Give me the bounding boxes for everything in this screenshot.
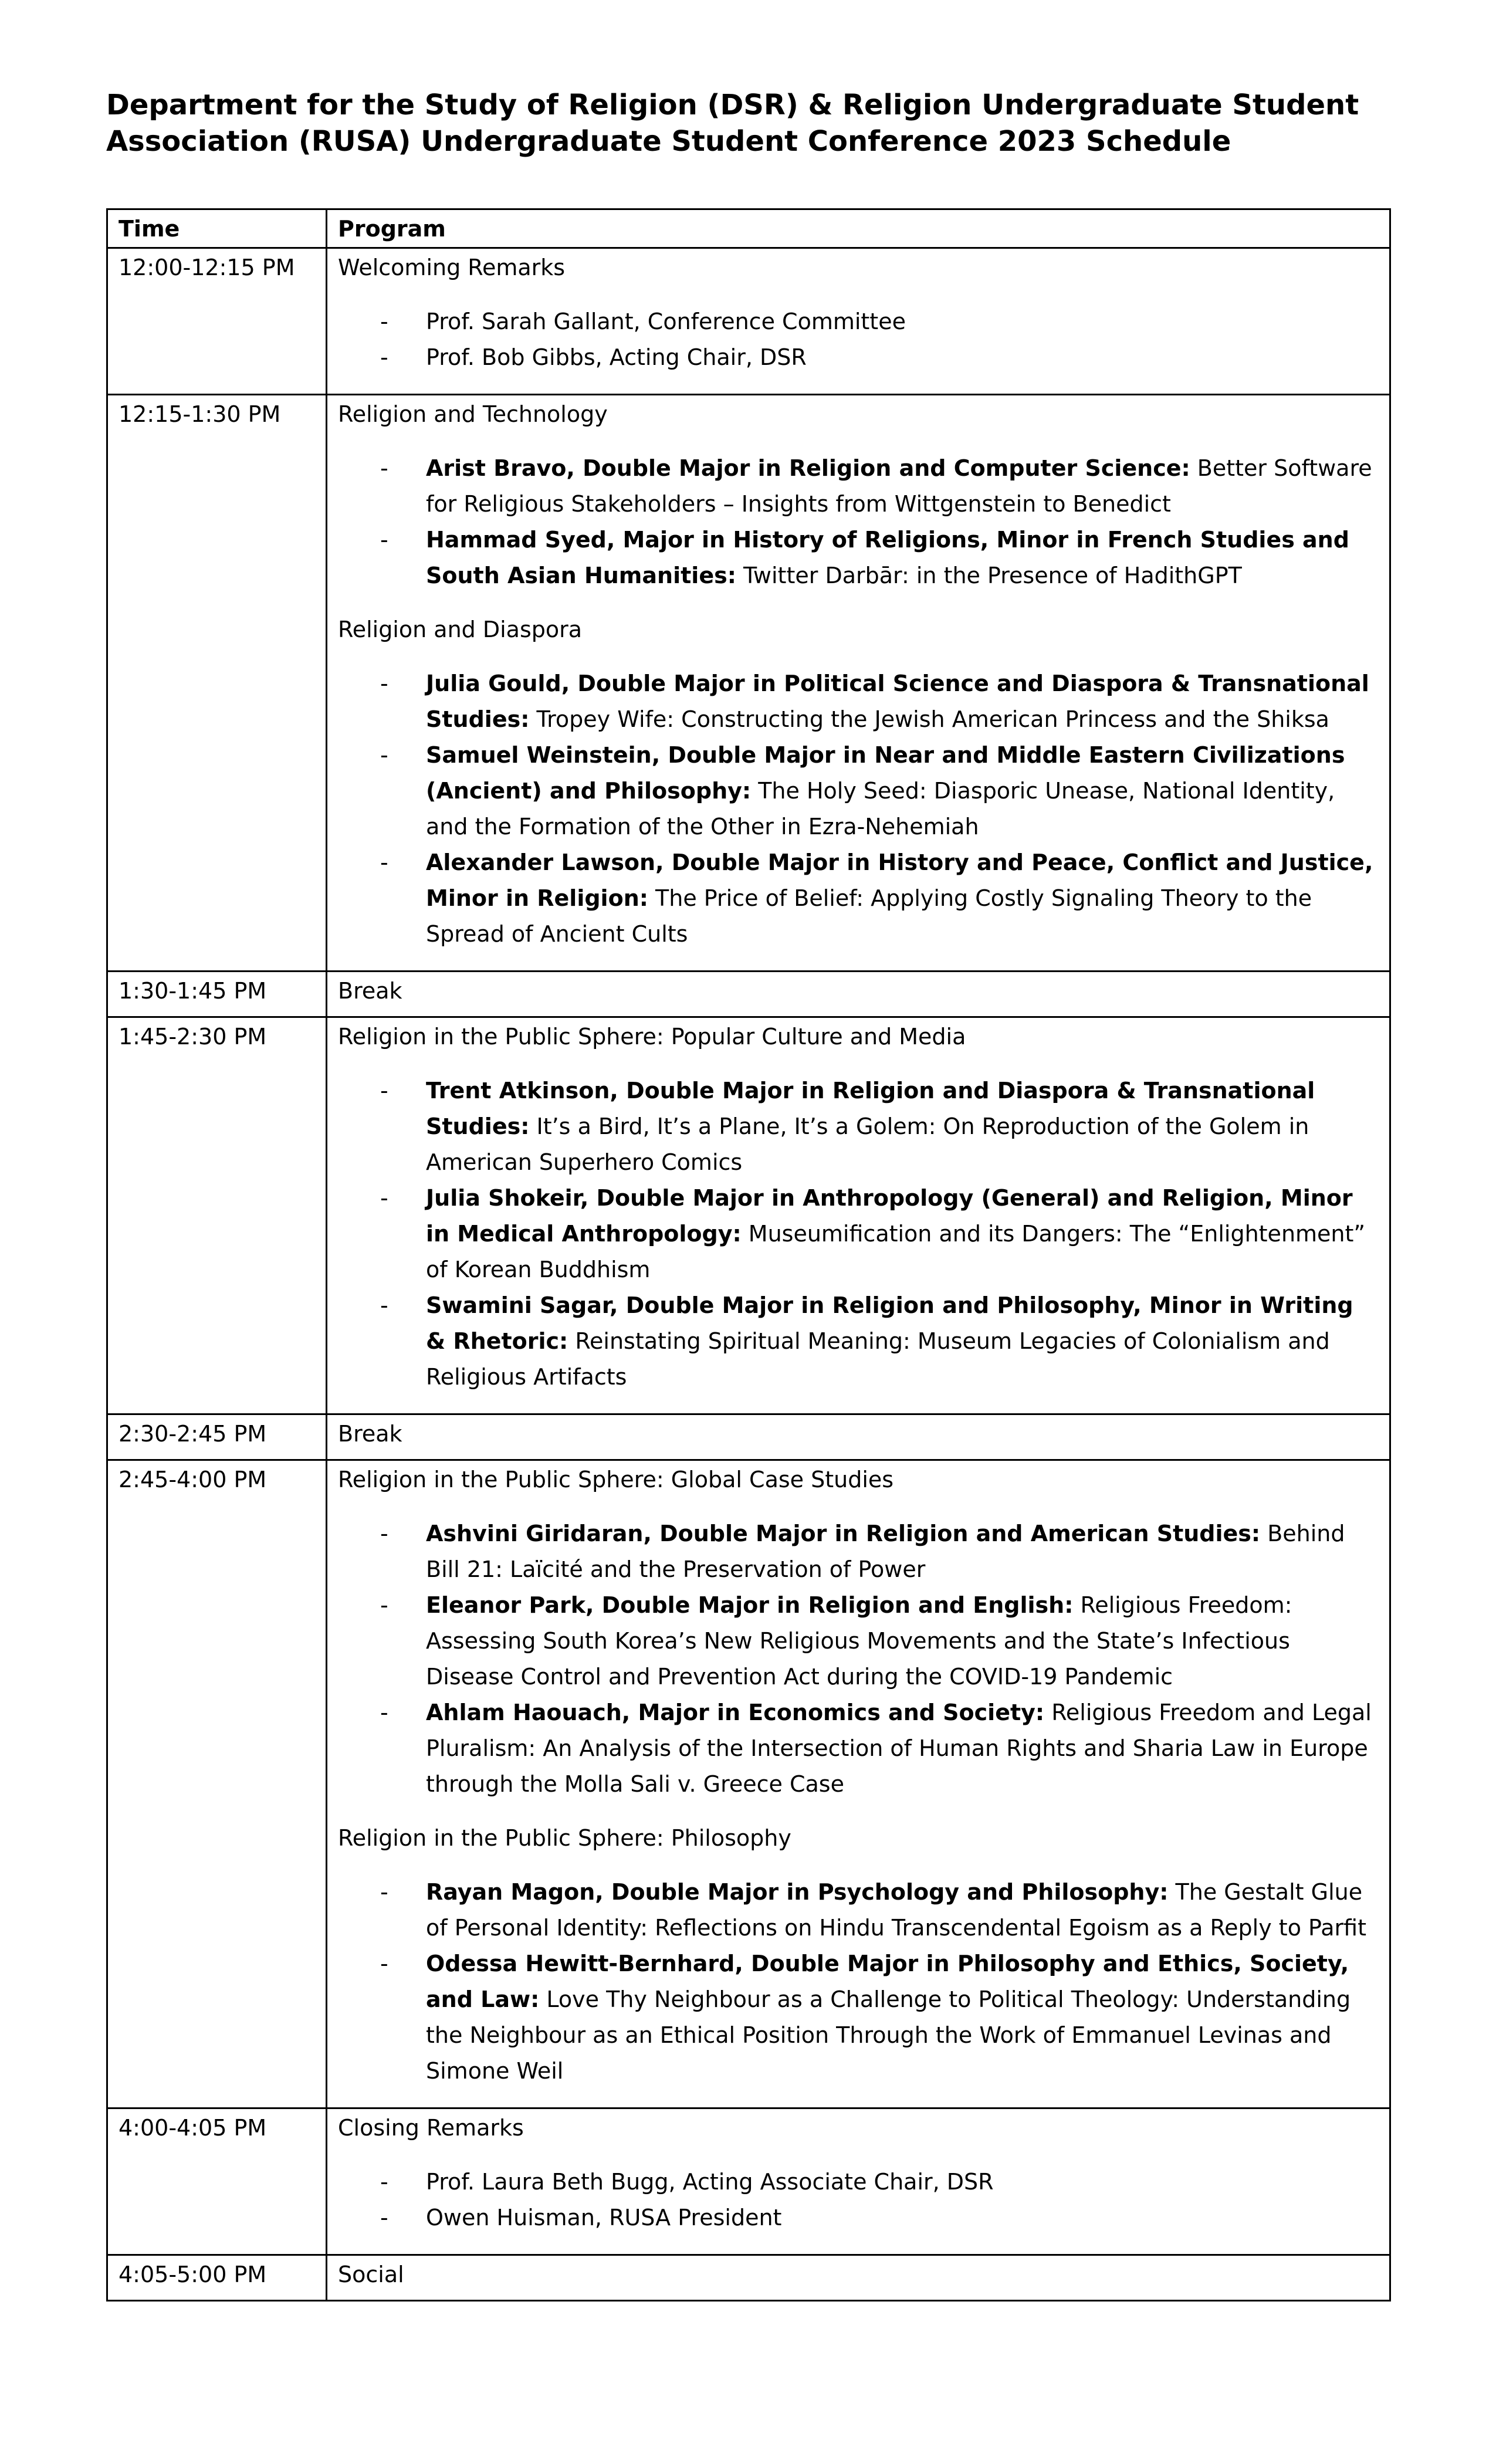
list-item <box>426 1588 1379 1695</box>
time-cell: 1:30-1:45 PM <box>107 972 327 1017</box>
participant-name: Owen Huisman, RUSA President <box>426 2205 782 2231</box>
program-cell <box>327 248 1390 395</box>
speaker-name: Trent Atkinson, Double Major in Religion and Diaspora & Transnational Studies: <box>426 1078 1315 1139</box>
program-cell <box>327 1460 1390 2108</box>
program-cell <box>327 1414 1390 1460</box>
list-item <box>426 737 1379 845</box>
participant-name: Prof. Bob Gibbs, Acting Chair, DSR <box>426 344 807 370</box>
program-cell <box>327 2255 1390 2301</box>
list-item <box>426 1946 1379 2089</box>
list-item <box>426 340 1379 375</box>
list-item <box>426 1516 1379 1588</box>
speaker-name: Ahlam Haouach, Major in Economics and Society: <box>426 1700 1045 1725</box>
talk-title: Religious Freedom: Assessing South Korea’s New Religious Movements and the State’s Infectious Disease Control and Prevention Act during the COVID-19 Pandemic <box>426 1592 1292 1690</box>
list-item <box>426 1180 1379 1288</box>
list-item <box>426 304 1379 340</box>
speaker-name: Rayan Magon, Double Major in Psychology and Philosophy: <box>426 1879 1169 1905</box>
program-cell <box>327 1017 1390 1414</box>
talk-title: The Holy Seed: Diasporic Unease, National Identity, and the Formation of the Other in Ezra-Nehemiah <box>426 778 1335 840</box>
list-item <box>426 451 1379 522</box>
list-item <box>426 522 1379 594</box>
talk-title: The Gestalt Glue of Personal Identity: Reflections on Hindu Transcendental Egoism as a Reply to Parfit <box>426 1879 1366 1941</box>
session-title: Religion in the Public Sphere: Philosophy <box>338 1825 791 1851</box>
speaker-name: Julia Shokeir, Double Major in Anthropology (General) and Religion, Minor in Medical Anthropology: <box>426 1185 1353 1247</box>
talk-title: It’s a Bird, It’s a Plane, It’s a Golem: On Reproduction of the Golem in American Superhero Comics <box>426 1113 1309 1175</box>
talk-list <box>338 451 1379 594</box>
table-row <box>107 1017 1390 1414</box>
session-title: Closing Remarks <box>338 2115 524 2141</box>
table-row <box>107 395 1390 972</box>
speaker-name: Eleanor Park, Double Major in Religion and English: <box>426 1592 1074 1618</box>
list-item <box>426 2164 1379 2200</box>
speaker-name: Julia Gould, Double Major in Political Science and Diaspora & Transnational Studies: <box>426 671 1369 732</box>
list-item <box>426 2200 1379 2236</box>
list-item <box>426 1695 1379 1802</box>
list-item <box>426 1288 1379 1395</box>
table-row <box>107 972 1390 1017</box>
schedule-body <box>107 248 1390 2301</box>
talk-list <box>338 2164 1379 2236</box>
column-header-time: Time <box>107 209 327 248</box>
talk-title: The Price of Belief: Applying Costly Signaling Theory to the Spread of Ancient Cults <box>426 885 1312 947</box>
speaker-name: Samuel Weinstein, Double Major in Near and Middle Eastern Civilizations (Ancient) and Philosophy: <box>426 742 1345 804</box>
talk-title: Better Software for Religious Stakeholders – Insights from Wittgenstein to Benedict <box>426 455 1372 517</box>
session-title: Social <box>338 2262 404 2287</box>
time-cell: 1:45-2:30 PM <box>107 1017 327 1414</box>
page-title: Department for the Study of Religion (DSR) & Religion Undergraduate Student Association (RUSA) Undergraduate Student Conference 2023 Schedule <box>106 89 1359 158</box>
program-cell <box>327 395 1390 972</box>
participant-name: Prof. Sarah Gallant, Conference Committee <box>426 309 906 334</box>
table-row <box>107 1414 1390 1460</box>
time-cell: 2:45-4:00 PM <box>107 1460 327 2108</box>
session-title: Welcoming Remarks <box>338 255 566 280</box>
speaker-name: Ashvini Giridaran, Double Major in Religion and American Studies: <box>426 1521 1261 1546</box>
table-row <box>107 2108 1390 2255</box>
column-header-program: Program <box>327 209 1390 248</box>
speaker-name: Arist Bravo, Double Major in Religion and Computer Science: <box>426 455 1190 481</box>
session-title: Religion and Diaspora <box>338 617 583 642</box>
talk-title: Tropey Wife: Constructing the Jewish American Princess and the Shiksa <box>536 706 1329 732</box>
time-cell: 4:05-5:00 PM <box>107 2255 327 2301</box>
session-title: Religion in the Public Sphere: Global Case Studies <box>338 1467 894 1492</box>
talk-list <box>338 1516 1379 1802</box>
speaker-name: Odessa Hewitt-Bernhard, Double Major in Philosophy and Ethics, Society, and Law: <box>426 1951 1349 2012</box>
speaker-name: Hammad Syed, Major in History of Religions, Minor in French Studies and South Asian Humanities: <box>426 527 1349 588</box>
speaker-name: Swamini Sagar, Double Major in Religion and Philosophy, Minor in Writing & Rhetoric: <box>426 1292 1353 1354</box>
program-cell <box>327 972 1390 1017</box>
session-title: Break <box>338 978 402 1004</box>
time-cell: 12:00-12:15 PM <box>107 248 327 395</box>
talk-title: Love Thy Neighbour as a Challenge to Political Theology: Understanding the Neighbour as an Ethical Position Through the Work of Emmanuel Levinas and Simone Weil <box>426 1986 1351 2084</box>
session-title: Break <box>338 1421 402 1447</box>
talk-title: Behind Bill 21: Laïcité and the Preservation of Power <box>426 1521 1345 1582</box>
talk-list <box>338 1874 1379 2089</box>
talk-list <box>338 666 1379 952</box>
time-cell: 12:15-1:30 PM <box>107 395 327 972</box>
schedule-table <box>106 208 1391 2301</box>
list-item <box>426 1073 1379 1180</box>
time-cell: 2:30-2:45 PM <box>107 1414 327 1460</box>
talk-title: Twitter Darbār: in the Presence of HadithGPT <box>743 563 1242 588</box>
list-item <box>426 1874 1379 1946</box>
participant-name: Prof. Laura Beth Bugg, Acting Associate Chair, DSR <box>426 2169 994 2195</box>
table-row <box>107 248 1390 395</box>
list-item <box>426 666 1379 737</box>
speaker-name: Alexander Lawson, Double Major in History and Peace, Conflict and Justice, Minor in Religion: <box>426 849 1373 911</box>
list-item <box>426 845 1379 952</box>
talk-title: Religious Freedom and Legal Pluralism: An Analysis of the Intersection of Human Rights and Sharia Law in Europe through the Molla Sali v. Greece Case <box>426 1700 1372 1797</box>
session-title: Religion and Technology <box>338 401 608 427</box>
talk-title: Reinstating Spiritual Meaning: Museum Legacies of Colonialism and Religious Artifacts <box>426 1328 1330 1390</box>
talk-list <box>338 1073 1379 1395</box>
talk-list <box>338 304 1379 375</box>
session-title: Religion in the Public Sphere: Popular Culture and Media <box>338 1024 966 1050</box>
program-cell <box>327 2108 1390 2255</box>
talk-title: Museumification and its Dangers: The “Enlightenment” of Korean Buddhism <box>426 1221 1366 1282</box>
table-header-row <box>107 209 1390 248</box>
time-cell: 4:00-4:05 PM <box>107 2108 327 2255</box>
table-row <box>107 1460 1390 2108</box>
table-row <box>107 2255 1390 2301</box>
